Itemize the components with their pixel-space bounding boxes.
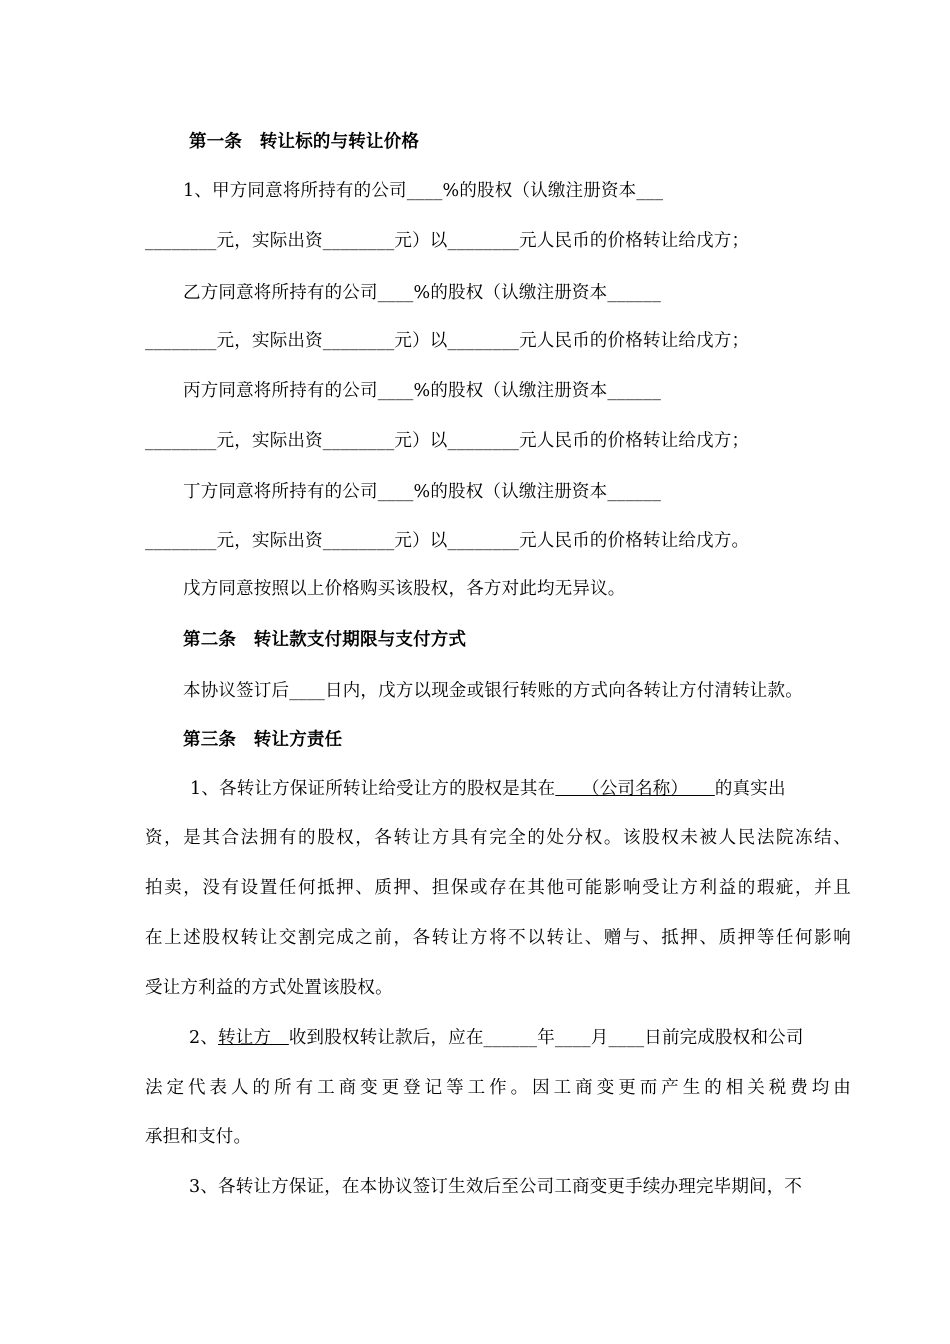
article-1-line-2: ________元，实际出资________元）以________元人民币的价格转让给戊方； <box>145 231 750 251</box>
article-1-line-6: ________元，实际出资________元）以________元人民币的价格转让给戊方； <box>145 431 750 451</box>
clause-3-2-prefix: 2、 <box>189 1028 219 1048</box>
clause-3-1-prefix: 1、各转让方保证所转让给受让方的股权是其在 <box>190 779 556 799</box>
clause-3-1-suffix: 的真实出 <box>714 779 786 799</box>
clause-3-1-line-2: 资，是其合法拥有的股权，各转让方具有完全的处分权。该股权未被人民法院冻结、 <box>145 828 851 848</box>
clause-3-1-line-4: 在上述股权转让交割完成之前，各转让方将不以转让、赠与、抵押、质押等任何影响 <box>145 928 851 948</box>
article-2-line-1: 本协议签订后____日内，戊方以现金或银行转账的方式向各转让方付清转让款。 <box>183 681 803 701</box>
clause-3-1-line-3: 拍卖，没有设置任何抵押、质押、担保或存在其他可能影响受让方利益的瑕疵，并且 <box>145 878 851 898</box>
article-1-line-5: 丙方同意将所持有的公司____%的股权（认缴注册资本______ <box>183 381 662 401</box>
article-2-title: 第二条 转让款支付期限与支付方式 <box>183 630 467 650</box>
clause-3-2-line-3: 承担和支付。 <box>145 1127 252 1147</box>
clause-3-2-suffix: 收到股权转让款后，应在______年____月____日前完成股权和公司 <box>288 1028 804 1048</box>
article-1-line-9: 戊方同意按照以上价格购买该股权，各方对此均无异议。 <box>183 579 626 599</box>
article-1-line-7: 丁方同意将所持有的公司____%的股权（认缴注册资本______ <box>183 482 662 502</box>
transferor-party-field: 转让方 <box>218 1028 289 1048</box>
article-1-line-4: ________元，实际出资________元）以________元人民币的价格转让给戊方； <box>145 331 750 351</box>
article-1-line-1: 1、甲方同意将所持有的公司____%的股权（认缴注册资本___ <box>183 181 664 201</box>
company-name-field: （公司名称） <box>555 779 715 799</box>
clause-3-1-line-5: 受让方利益的方式处置该股权。 <box>145 978 393 998</box>
article-3-title: 第三条 转让方责任 <box>183 730 343 750</box>
article-1-line-8: ________元，实际出资________元）以________元人民币的价格转让给戊方。 <box>145 531 750 551</box>
article-1-title: 第一条 转让标的与转让价格 <box>189 132 420 152</box>
article-1-line-3: 乙方同意将所持有的公司____%的股权（认缴注册资本______ <box>183 283 662 303</box>
clause-3-2-line-2: 法定代表人的所有工商变更登记等工作。因工商变更而产生的相关税费均由 <box>145 1078 851 1098</box>
clause-3-3-first-line: 3、各转让方保证，在本协议签订生效后至公司工商变更手续办理完毕期间，不 <box>189 1177 803 1197</box>
clause-3-1-first-line <box>190 776 786 802</box>
clause-3-2-first-line <box>189 1025 804 1051</box>
